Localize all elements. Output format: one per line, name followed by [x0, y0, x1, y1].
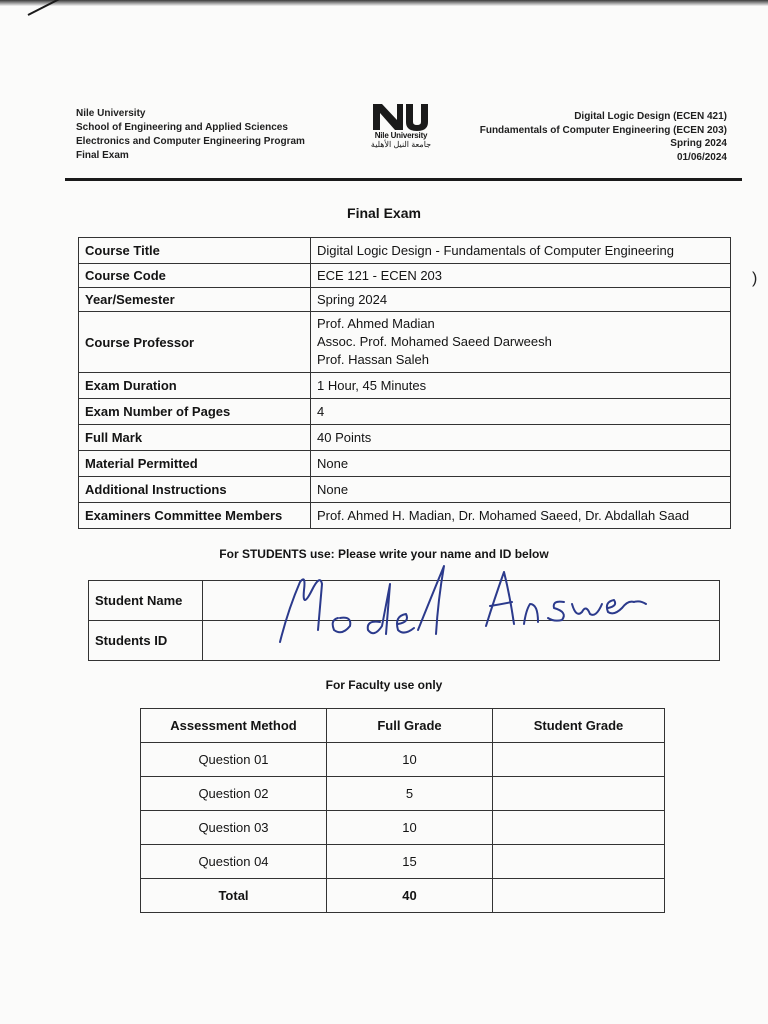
table-row	[79, 503, 731, 529]
nu-logo-mark	[369, 100, 433, 132]
info-label: Full Mark	[79, 425, 311, 451]
column-header: Student Grade	[493, 709, 665, 743]
scan-edge-shadow	[0, 0, 768, 6]
grades-table	[140, 708, 665, 913]
professor-name: Prof. Ahmed Madian	[317, 316, 435, 331]
table-row	[79, 399, 731, 425]
professor-name: Assoc. Prof. Mohamed Saeed Darweesh	[317, 334, 552, 349]
table-row	[79, 264, 731, 288]
method-cell: Question 04	[141, 845, 327, 879]
info-value: None	[311, 451, 731, 477]
table-row	[141, 845, 665, 879]
table-row	[79, 477, 731, 503]
info-label: Course Code	[79, 264, 311, 288]
method-cell: Question 03	[141, 811, 327, 845]
exam-type: Final Exam	[76, 150, 129, 161]
course-title-2: Fundamentals of Computer Engineering (ECEN 203)	[479, 124, 727, 136]
table-row	[79, 425, 731, 451]
info-label: Additional Instructions	[79, 477, 311, 503]
method-cell: Question 02	[141, 777, 327, 811]
info-label: Course Professor	[79, 312, 311, 373]
nile-university-logo	[362, 100, 440, 166]
full-grade-cell: 15	[327, 845, 493, 879]
student-name-label: Student Name	[89, 581, 203, 621]
table-row	[79, 238, 731, 264]
students-note: For STUDENTS use: Please write your name and ID below	[219, 547, 549, 561]
table-row	[141, 811, 665, 845]
logo-university-name: Nile University	[374, 131, 428, 140]
full-grade-cell: 10	[327, 743, 493, 777]
info-value	[311, 312, 731, 373]
student-grade-cell[interactable]	[493, 845, 665, 879]
info-value: Spring 2024	[311, 288, 731, 312]
course-info-table	[78, 237, 731, 529]
exam-date: 01/06/2024	[676, 151, 727, 163]
table-row	[141, 777, 665, 811]
info-value: Prof. Ahmed H. Madian, Dr. Mohamed Saeed, Dr. Abdallah Saad	[311, 503, 731, 529]
total-full-grade: 40	[327, 879, 493, 913]
total-row	[141, 879, 665, 913]
full-grade-cell: 10	[327, 811, 493, 845]
info-value: Digital Logic Design - Fundamentals of Computer Engineering	[311, 238, 731, 264]
table-row	[79, 288, 731, 312]
student-grade-cell[interactable]	[493, 777, 665, 811]
full-grade-cell: 5	[327, 777, 493, 811]
info-value: ECE 121 - ECEN 203	[311, 264, 731, 288]
course-title-1: Digital Logic Design (ECEN 421)	[574, 111, 727, 122]
info-label: Exam Duration	[79, 373, 311, 399]
info-label: Exam Number of Pages	[79, 399, 311, 425]
student-grade-cell[interactable]	[493, 811, 665, 845]
info-label: Course Title	[79, 238, 311, 264]
semester: Spring 2024	[670, 138, 727, 149]
info-value: None	[311, 477, 731, 503]
table-row	[79, 451, 731, 477]
header-right	[480, 110, 727, 164]
faculty-note: For Faculty use only	[325, 678, 443, 692]
method-cell: Question 01	[141, 743, 327, 777]
table-header-row	[141, 709, 665, 743]
column-header: Assessment Method	[141, 709, 327, 743]
total-student-grade[interactable]	[493, 879, 665, 913]
university-name: Nile University	[76, 108, 146, 119]
info-value: 40 Points	[311, 425, 731, 451]
info-label: Material Permitted	[79, 451, 311, 477]
column-header: Full Grade	[327, 709, 493, 743]
header-left	[76, 107, 305, 163]
table-row	[79, 312, 731, 373]
logo-arabic-name: جامعة النيل الأهلية	[370, 140, 432, 149]
page-title: Final Exam	[347, 205, 421, 221]
program-name: Electronics and Computer Engineering Program	[76, 136, 305, 147]
table-row	[141, 743, 665, 777]
info-value: 4	[311, 399, 731, 425]
table-row	[79, 373, 731, 399]
header-divider	[65, 178, 742, 181]
info-value: 1 Hour, 45 Minutes	[311, 373, 731, 399]
student-grade-cell[interactable]	[493, 743, 665, 777]
info-label: Examiners Committee Members	[79, 503, 311, 529]
professor-name: Prof. Hassan Saleh	[317, 352, 430, 367]
total-label: Total	[141, 879, 327, 913]
handwritten-model-answer	[268, 560, 668, 656]
info-label: Year/Semester	[79, 288, 311, 312]
student-id-label: Students ID	[89, 621, 203, 661]
school-name: School of Engineering and Applied Sciences	[76, 122, 288, 133]
margin-paren-mark: )	[752, 270, 758, 287]
